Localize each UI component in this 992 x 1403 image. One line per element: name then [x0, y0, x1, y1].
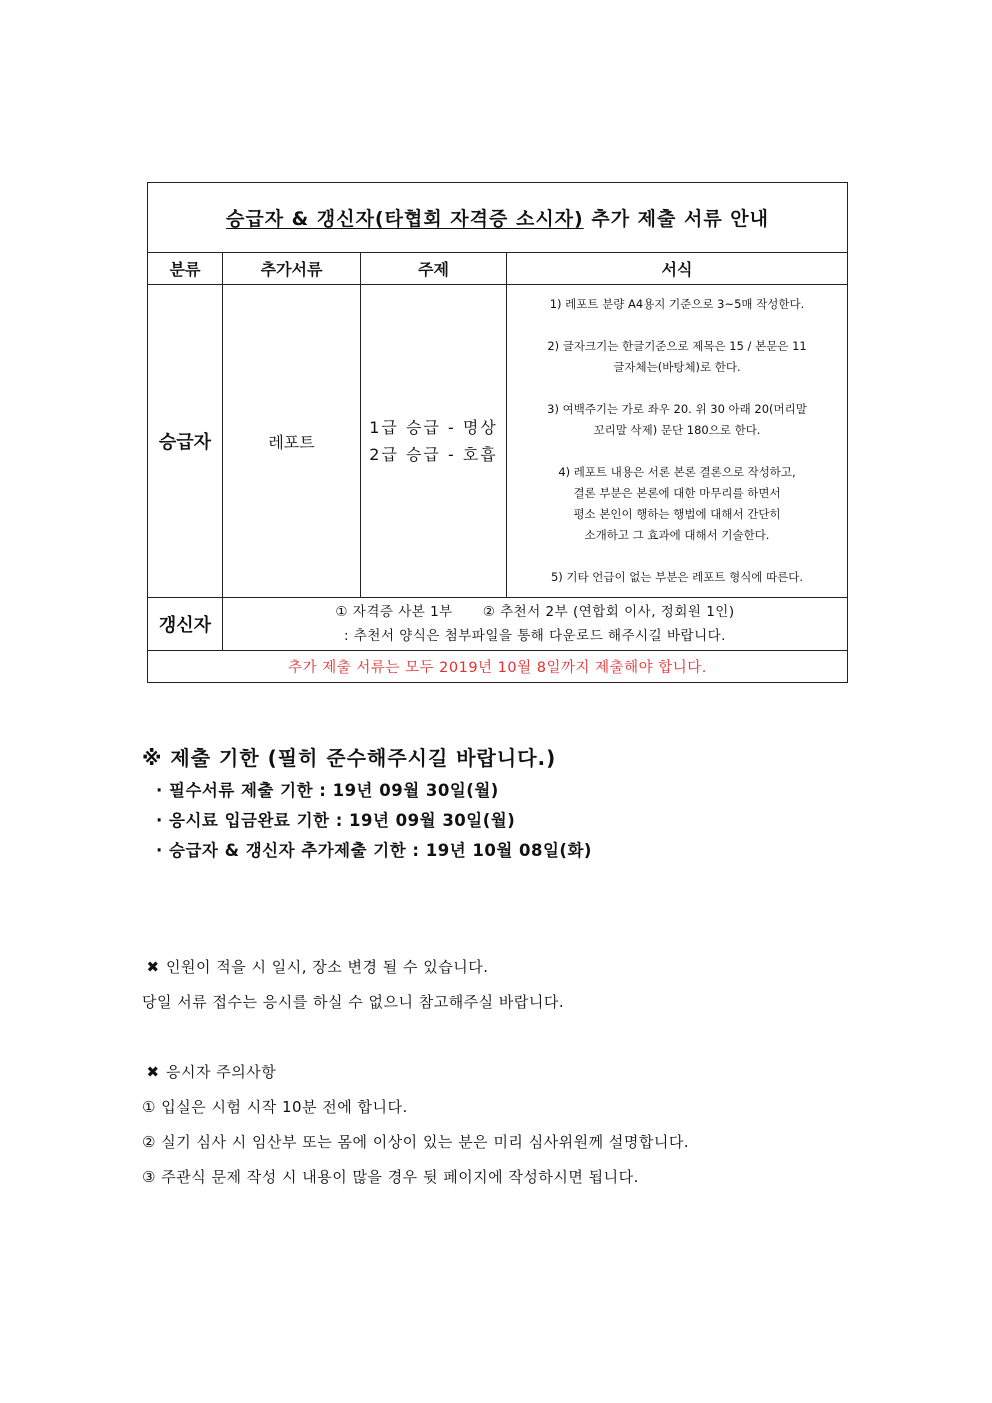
table-header-row — [148, 253, 848, 285]
caution-title: 응시자 주의사항 — [166, 1063, 277, 1081]
format-line: 글자체는(바탕체)로 한다. — [613, 360, 741, 374]
caution-item: ② 실기 심사 시 임산부 또는 몸에 이상이 있는 분은 미리 심사위원께 설명합니다. — [142, 1133, 690, 1151]
header-document: 추가서류 — [223, 253, 361, 285]
caution-notes — [142, 1055, 689, 1195]
topic-item: 2급 승급 - 호흡 — [369, 445, 498, 464]
format-line: 꼬리말 삭제) 문단 180으로 한다. — [593, 423, 761, 437]
venue-notes — [142, 950, 564, 1020]
renewal-category: 갱신자 — [148, 598, 223, 651]
renewal-requirements — [223, 598, 848, 651]
table-title — [148, 183, 848, 253]
renewal-row — [148, 598, 848, 651]
x-mark-icon: ✖ — [146, 958, 160, 976]
caution-item: ③ 주관식 문제 작성 시 내용이 많을 경우 뒷 페이지에 작성하시면 됩니다. — [142, 1168, 639, 1186]
same-day-line: 당일 서류 접수는 응시를 하실 수 없으니 참고해주실 바랍니다. — [142, 993, 565, 1011]
topic-item: 1급 승급 - 명상 — [369, 418, 498, 437]
format-line: 소개하고 그 효과에 대해서 기술한다. — [584, 528, 770, 542]
header-topic: 주제 — [361, 253, 507, 285]
format-item-5 — [507, 567, 847, 588]
format-item-1 — [507, 294, 847, 315]
deadline-title: ※ 제출 기한 (필히 준수해주시길 바랍니다.) — [142, 746, 557, 770]
format-line: 5) 기타 언급이 없는 부분은 레포트 형식에 따른다. — [550, 570, 804, 584]
deadline-section — [142, 740, 592, 866]
deadline-list — [142, 776, 592, 866]
format-line: 평소 본인이 행하는 행법에 대해서 간단히 — [573, 507, 781, 521]
deadline-item: · 필수서류 제출 기한 : 19년 09월 30일(월) — [156, 781, 499, 800]
caution-title-line — [142, 1055, 689, 1090]
deadline-notice-row — [148, 651, 848, 683]
format-line: 결론 부분은 본론에 대한 마무리를 하면서 — [573, 486, 781, 500]
header-category: 분류 — [148, 253, 223, 285]
deadline-notice: 추가 제출 서류는 모두 2019년 10월 8일까지 제출해야 합니다. — [148, 651, 848, 683]
renewal-item-1: ① 자격증 사본 1부 — [335, 604, 453, 620]
format-line: 3) 여백주기는 가로 좌우 20. 위 30 아래 20(머리말 — [547, 402, 807, 416]
format-line: 2) 글자크기는 한글기준으로 제목은 15 / 본문은 11 — [547, 339, 807, 353]
deadline-item: · 응시료 입금완료 기한 : 19년 09월 30일(월) — [156, 811, 516, 830]
submission-guide-table — [147, 182, 848, 683]
promotion-row — [148, 285, 848, 598]
renewal-item-2: ② 추천서 2부 (연합회 이사, 정회원 1인) — [482, 604, 735, 620]
format-line: 4) 레포트 내용은 서론 본론 결론으로 작성하고, — [558, 465, 796, 479]
table-title-underlined: 승급자 & 갱신자(타협회 자격증 소시자) — [226, 208, 584, 230]
venue-change-text: 인원이 적을 시 일시, 장소 변경 될 수 있습니다. — [166, 958, 489, 976]
deadline-item: · 승급자 & 갱신자 추가제출 기한 : 19년 10월 08일(화) — [156, 841, 592, 860]
format-item-2 — [507, 336, 847, 378]
format-item-3 — [507, 399, 847, 441]
renewal-note: : 추천서 양식은 첨부파일을 통해 다운로드 해주시길 바랍니다. — [344, 628, 726, 644]
promotion-document: 레포트 — [223, 285, 361, 598]
format-item-4 — [507, 462, 847, 546]
header-format: 서식 — [507, 253, 848, 285]
table-title-rest: 추가 제출 서류 안내 — [583, 208, 770, 230]
caution-item: ① 입실은 시험 시작 10분 전에 합니다. — [142, 1098, 408, 1116]
venue-change-line — [142, 950, 564, 985]
promotion-format — [507, 285, 848, 598]
x-mark-icon: ✖ — [146, 1063, 160, 1081]
format-line: 1) 레포트 분량 A4용지 기준으로 3~5매 작성한다. — [549, 297, 805, 311]
promotion-topics — [361, 285, 507, 598]
promotion-category: 승급자 — [148, 285, 223, 598]
